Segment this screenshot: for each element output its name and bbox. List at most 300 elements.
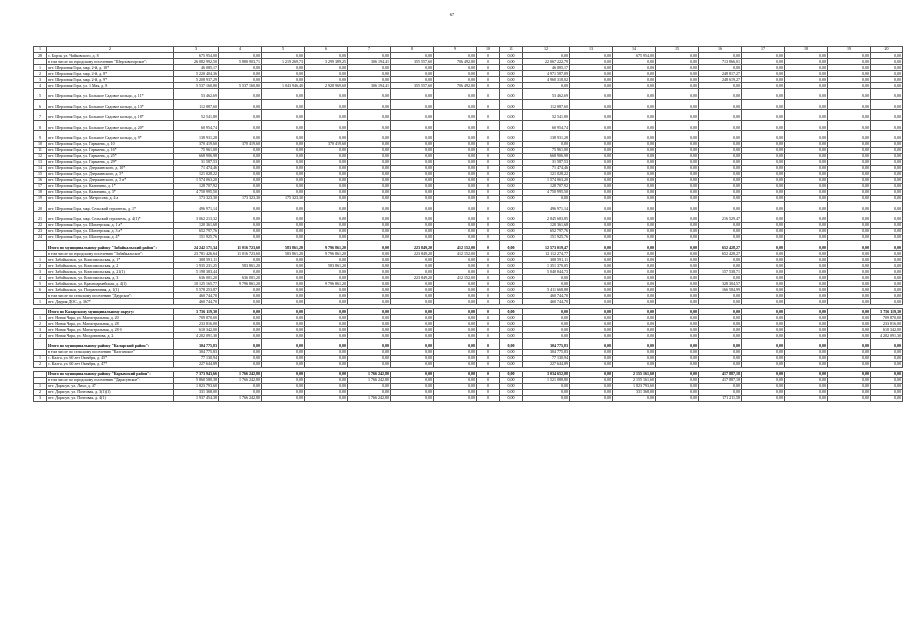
value-cell: 0,00 <box>305 65 348 71</box>
value-cell: 0,00 <box>613 287 656 293</box>
value-cell: 0,00 <box>262 77 305 83</box>
value-cell: 0,00 <box>434 53 477 59</box>
value-cell: 0,00 <box>219 299 262 305</box>
value-cell: 0,00 <box>699 153 742 159</box>
value-cell: 0,00 <box>305 110 348 121</box>
value-cell: 0,00 <box>262 110 305 121</box>
row-number-cell: 2 <box>34 263 47 269</box>
value-cell: 173 323,30 <box>219 195 262 201</box>
value-cell: 0,00 <box>570 339 613 350</box>
value-cell: 668 906,98 <box>174 153 219 159</box>
value-cell: 248 619,27 <box>699 77 742 83</box>
value-cell: 0,00 <box>391 333 434 339</box>
column-number-header: 8 <box>391 47 434 53</box>
value-cell: 0,00 <box>348 327 391 333</box>
value-cell: 0,00 <box>434 315 477 321</box>
value-cell: 0,00 <box>262 309 305 315</box>
value-cell: 9 796 861,20 <box>219 281 262 287</box>
value-cell: 0,00 <box>434 395 477 401</box>
value-cell: 0 <box>477 234 500 240</box>
address-cell: пгт. Шерловая Гора, ул. Дзержинского, д. 5 в* <box>47 177 174 183</box>
value-cell: 0,00 <box>742 355 785 361</box>
value-cell: 121 028,22 <box>523 171 570 177</box>
value-cell: 0,00 <box>871 395 903 401</box>
value-cell: 0,00 <box>434 77 477 83</box>
value-cell: 9 796 861,20 <box>305 240 348 251</box>
value-cell: 0,00 <box>570 333 613 339</box>
address-cell: пгт. Шерловая Гора, мкр. Сельский строитель, д. 1* <box>47 201 174 212</box>
value-cell: 0,00 <box>656 275 699 281</box>
value-cell: 0,00 <box>434 389 477 395</box>
value-cell: 138 931,28 <box>174 131 219 142</box>
value-cell: 0,00 <box>742 299 785 305</box>
address-cell: пгт. Забайкальск, ул. Комсомольская, д. 3 <box>47 275 174 281</box>
value-cell: 0,00 <box>828 189 871 195</box>
value-cell: 0,00 <box>219 222 262 228</box>
value-cell: 0,00 <box>828 201 871 212</box>
value-cell: 0,00 <box>348 189 391 195</box>
value-cell: 0,00 <box>570 269 613 275</box>
value-cell: 0,00 <box>434 263 477 269</box>
value-cell: 304 775,83 <box>523 339 570 350</box>
row-number-cell: 3 <box>34 395 47 401</box>
value-cell: 0,00 <box>613 131 656 142</box>
value-cell: 0,00 <box>219 269 262 275</box>
value-cell: 0,00 <box>828 361 871 367</box>
value-cell: 0,00 <box>523 141 570 147</box>
value-cell: 0,00 <box>305 234 348 240</box>
value-cell: 0,00 <box>305 159 348 165</box>
row-number-cell <box>34 240 47 251</box>
value-cell: 0,00 <box>500 251 523 257</box>
value-cell: 0,00 <box>262 275 305 281</box>
address-cell: Итого по Каларскому муниципальному округу: <box>47 309 174 315</box>
value-cell: 0,00 <box>613 269 656 275</box>
value-cell: 0,00 <box>391 389 434 395</box>
value-cell: 5 040 844,73 <box>523 269 570 275</box>
address-cell: пгт. Шерловая Гора, ул. Калинина, д. 3* <box>47 189 174 195</box>
value-cell: 0,00 <box>871 159 903 165</box>
value-cell: 0,00 <box>570 110 613 121</box>
column-number-header: 2 <box>47 47 174 53</box>
value-cell: 709 870,00 <box>174 315 219 321</box>
value-cell: 0,00 <box>828 281 871 287</box>
value-cell: 0,00 <box>523 395 570 401</box>
value-cell: 0,00 <box>742 131 785 142</box>
value-cell: 22 067 222,79 <box>523 59 570 65</box>
value-cell: 0,00 <box>219 189 262 195</box>
value-cell: 0,00 <box>699 159 742 165</box>
value-cell: 0,00 <box>785 315 828 321</box>
value-cell: 173 323,30 <box>174 195 219 201</box>
value-cell: 0,00 <box>391 120 434 131</box>
value-cell: 0,00 <box>305 257 348 263</box>
value-cell: 0 <box>477 171 500 177</box>
value-cell: 0 <box>477 53 500 59</box>
value-cell: 0,00 <box>785 333 828 339</box>
value-cell: 0,00 <box>305 321 348 327</box>
row-number-cell: 14 <box>34 165 47 171</box>
value-cell: 0,00 <box>434 71 477 77</box>
value-cell: 0,00 <box>434 189 477 195</box>
value-cell: 0,00 <box>613 147 656 153</box>
value-cell: 0,00 <box>828 293 871 299</box>
value-cell: 0,00 <box>348 159 391 165</box>
row-number-cell: 23 <box>34 228 47 234</box>
value-cell: 1 823 793,60 <box>613 383 656 389</box>
value-cell: 0,00 <box>699 275 742 281</box>
value-cell: 227 644,89 <box>174 361 219 367</box>
value-cell: 0,00 <box>699 165 742 171</box>
value-cell: 233 816,00 <box>871 321 903 327</box>
value-cell: 0,00 <box>828 377 871 383</box>
value-cell: 412 152,00 <box>434 275 477 281</box>
value-cell: 0,00 <box>391 201 434 212</box>
value-cell: 0,00 <box>391 293 434 299</box>
row-number-cell: 2 <box>34 361 47 367</box>
value-cell: 0,00 <box>871 83 903 89</box>
value-cell: 0 <box>477 361 500 367</box>
address-cell: в том числе по сельскому поселению "Даурское": <box>47 293 174 299</box>
value-cell: 0,00 <box>348 177 391 183</box>
value-cell: 355 557,60 <box>391 59 434 65</box>
value-cell: 0,00 <box>262 269 305 275</box>
value-cell: 0 <box>477 183 500 189</box>
value-cell: 306 194,41 <box>348 59 391 65</box>
value-cell: 0,00 <box>613 222 656 228</box>
value-cell: 0,00 <box>828 147 871 153</box>
value-cell: 0,00 <box>500 131 523 142</box>
total-row <box>34 240 903 251</box>
value-cell: 0,00 <box>262 321 305 327</box>
value-cell: 0,00 <box>613 110 656 121</box>
value-cell: 0,00 <box>523 327 570 333</box>
value-cell: 0,00 <box>500 275 523 281</box>
value-cell: 0,00 <box>305 333 348 339</box>
value-cell: 0,00 <box>391 299 434 305</box>
value-cell: 0,00 <box>656 389 699 395</box>
value-cell: 306 194,41 <box>348 83 391 89</box>
value-cell: 0 <box>477 159 500 165</box>
value-cell: 0,00 <box>613 171 656 177</box>
value-cell: 0,00 <box>828 83 871 89</box>
value-cell: 0,00 <box>262 53 305 59</box>
value-cell: 0,00 <box>828 212 871 223</box>
value-cell: 0,00 <box>656 361 699 367</box>
value-cell: 0,00 <box>348 361 391 367</box>
value-cell: 227 644,89 <box>523 361 570 367</box>
value-cell: 0,00 <box>348 321 391 327</box>
value-cell: 0 <box>477 189 500 195</box>
value-cell: 0,00 <box>523 315 570 321</box>
value-cell: 5 208 937,29 <box>174 77 219 83</box>
value-cell: 0,00 <box>871 110 903 121</box>
value-cell: 0,00 <box>785 234 828 240</box>
value-cell: 0,00 <box>391 234 434 240</box>
value-cell: 0,00 <box>262 99 305 110</box>
value-cell: 0,00 <box>500 141 523 147</box>
value-cell: 0,00 <box>742 83 785 89</box>
value-cell: 0,00 <box>699 234 742 240</box>
value-cell: 0,00 <box>570 240 613 251</box>
value-cell: 0,00 <box>828 339 871 350</box>
value-cell: 0,00 <box>742 389 785 395</box>
value-cell: 0,00 <box>219 333 262 339</box>
value-cell: 0 <box>477 269 500 275</box>
address-cell: в том числе по городскому поселению "Шерловогорское": <box>47 59 174 65</box>
value-cell: 0,00 <box>656 153 699 159</box>
value-cell: 328 304,57 <box>699 281 742 287</box>
value-cell: 0,00 <box>613 293 656 299</box>
value-cell: 0,00 <box>500 189 523 195</box>
value-cell: 0,00 <box>434 99 477 110</box>
value-cell: 0,00 <box>348 287 391 293</box>
value-cell: 0 <box>477 349 500 355</box>
value-cell: 0,00 <box>871 361 903 367</box>
value-cell: 151 925,76 <box>174 234 219 240</box>
row-number-cell: 2 <box>34 389 47 395</box>
column-number-header: 18 <box>785 47 828 53</box>
value-cell: 0,00 <box>785 212 828 223</box>
value-cell: 0,00 <box>570 171 613 177</box>
row-number-cell: 12 <box>34 153 47 159</box>
value-cell: 0,00 <box>391 189 434 195</box>
value-cell: 24 242 171,34 <box>174 240 219 251</box>
row-number-cell: 5 <box>34 89 47 100</box>
value-cell: 0,00 <box>434 293 477 299</box>
value-cell: 0,00 <box>828 195 871 201</box>
value-cell: 0,00 <box>500 333 523 339</box>
value-cell: 0,00 <box>656 293 699 299</box>
value-cell: 0,00 <box>262 71 305 77</box>
address-cell: с. Калга, ул. 60 лет Октября, д. 47* <box>47 361 174 367</box>
row-number-cell: 11 <box>34 147 47 153</box>
value-cell: 0,00 <box>613 141 656 147</box>
value-cell: 0,00 <box>305 177 348 183</box>
value-cell: 0,00 <box>434 177 477 183</box>
value-cell: 0,00 <box>262 131 305 142</box>
value-cell: 0,00 <box>348 228 391 234</box>
row-number-cell: 4 <box>34 275 47 281</box>
value-cell: 0,00 <box>262 361 305 367</box>
value-cell: 0 <box>477 83 500 89</box>
value-cell: 0,00 <box>828 234 871 240</box>
row-number-cell <box>34 339 47 350</box>
value-cell: 0,00 <box>871 53 903 59</box>
value-cell: 0,00 <box>871 371 903 377</box>
value-cell: 120 361,68 <box>174 222 219 228</box>
value-cell: 0,00 <box>656 120 699 131</box>
value-cell: 0,00 <box>391 195 434 201</box>
value-cell: 0,00 <box>699 177 742 183</box>
value-cell: 0,00 <box>262 212 305 223</box>
address-cell: пгт. Шерловая Гора, ул. 1 Мая, д. 8 <box>47 83 174 89</box>
value-cell: 0,00 <box>219 355 262 361</box>
value-cell: 0,00 <box>785 177 828 183</box>
value-cell: 0,00 <box>656 71 699 77</box>
value-cell: 128 707,92 <box>523 183 570 189</box>
value-cell: 0,00 <box>613 89 656 100</box>
value-cell: 0,00 <box>219 234 262 240</box>
value-cell: 412 152,00 <box>434 240 477 251</box>
value-cell: 0 <box>477 377 500 383</box>
value-cell: 0,00 <box>742 383 785 389</box>
value-cell: 0,00 <box>219 321 262 327</box>
value-cell: 0,00 <box>434 309 477 315</box>
value-cell: 0,00 <box>348 275 391 281</box>
value-cell: 0,00 <box>785 383 828 389</box>
value-cell: 0,00 <box>219 293 262 299</box>
value-cell: 0 <box>477 293 500 299</box>
value-cell: 0,00 <box>613 120 656 131</box>
value-cell: 0,00 <box>742 349 785 355</box>
value-cell: 0,00 <box>871 71 903 77</box>
value-cell: 0 <box>477 77 500 83</box>
value-cell: 0,00 <box>262 228 305 234</box>
value-cell: 0,00 <box>500 77 523 83</box>
value-cell: 0,00 <box>785 309 828 315</box>
value-cell: 0,00 <box>742 234 785 240</box>
value-cell: 0,00 <box>613 201 656 212</box>
value-cell: 0,00 <box>219 383 262 389</box>
value-cell: 0,00 <box>871 349 903 355</box>
value-cell: 0,00 <box>523 275 570 281</box>
value-cell: 0,00 <box>570 275 613 281</box>
value-cell: 0,00 <box>742 321 785 327</box>
table-row <box>34 89 903 100</box>
value-cell: 0,00 <box>785 59 828 65</box>
value-cell: 1 935 231,25 <box>174 263 219 269</box>
value-cell: 0,00 <box>348 147 391 153</box>
value-cell: 0,00 <box>699 293 742 299</box>
address-cell: пгт. Шерловая Гора, мкр. 2-й, д. 10* <box>47 65 174 71</box>
value-cell: 0,00 <box>391 141 434 147</box>
value-cell: 0,00 <box>785 293 828 299</box>
value-cell: 0,00 <box>391 65 434 71</box>
value-cell: 0 <box>477 371 500 377</box>
value-cell: 0,00 <box>391 171 434 177</box>
value-cell: 0,00 <box>500 321 523 327</box>
address-cell: в том числе по сельскому поселению "Калганское" <box>47 349 174 355</box>
value-cell: 0,00 <box>742 59 785 65</box>
value-cell: 0,00 <box>500 83 523 89</box>
value-cell: 0,00 <box>785 371 828 377</box>
value-cell: 0,00 <box>262 177 305 183</box>
value-cell: 0,00 <box>391 327 434 333</box>
value-cell: 0,00 <box>570 99 613 110</box>
value-cell: 0 <box>477 131 500 142</box>
value-cell: 46 085,17 <box>174 65 219 71</box>
value-cell: 0,00 <box>305 275 348 281</box>
value-cell: 0,00 <box>391 321 434 327</box>
value-cell: 0,00 <box>219 147 262 153</box>
value-cell: 2 155 161,60 <box>613 371 656 377</box>
value-cell: 31 587,53 <box>523 159 570 165</box>
value-cell: 0,00 <box>262 120 305 131</box>
value-cell: 1 351 370,05 <box>523 263 570 269</box>
value-cell: 0,00 <box>434 131 477 142</box>
value-cell: 0,00 <box>656 269 699 275</box>
value-cell: 0,00 <box>828 275 871 281</box>
value-cell: 0,00 <box>500 177 523 183</box>
value-cell: 0,00 <box>656 212 699 223</box>
column-number-header: 16 <box>699 47 742 53</box>
value-cell: 0,00 <box>219 65 262 71</box>
value-cell: 0,00 <box>742 212 785 223</box>
value-cell: 0,00 <box>434 212 477 223</box>
value-cell: 0,00 <box>391 371 434 377</box>
value-cell: 223 849,20 <box>391 240 434 251</box>
value-cell: 0,00 <box>656 77 699 83</box>
value-cell: 0,00 <box>699 131 742 142</box>
value-cell: 0,00 <box>828 171 871 177</box>
value-cell: 0,00 <box>785 183 828 189</box>
value-cell: 0,00 <box>219 89 262 100</box>
value-cell: 610 342,00 <box>871 327 903 333</box>
table-row <box>34 110 903 121</box>
value-cell: 0,00 <box>871 120 903 131</box>
value-cell: 0,00 <box>785 257 828 263</box>
address-cell: пгт. Шерловая Гора, мкр. 2-й, д. 9* <box>47 77 174 83</box>
column-number-header: 19 <box>828 47 871 53</box>
value-cell: 0,00 <box>305 269 348 275</box>
value-cell: 0,00 <box>699 333 742 339</box>
value-cell: 0,00 <box>219 171 262 177</box>
address-cell: пгт. Шерловая Гора, ул. Большое Садовое кольцо, д. 9* <box>47 131 174 142</box>
value-cell: 0,00 <box>742 275 785 281</box>
value-cell: 304 775,83 <box>523 349 570 355</box>
value-cell: 0,00 <box>305 309 348 315</box>
value-cell: 0 <box>477 299 500 305</box>
value-cell: 0,00 <box>871 89 903 100</box>
value-cell: 0,00 <box>219 389 262 395</box>
value-cell: 0,00 <box>613 240 656 251</box>
value-cell: 583 861,20 <box>262 251 305 257</box>
address-cell: пгт. Шерловая Гора, ул. Гармаева, д. 29* <box>47 159 174 165</box>
value-cell: 7 373 943,66 <box>174 371 219 377</box>
value-cell: 0,00 <box>570 77 613 83</box>
value-cell: 0 <box>477 99 500 110</box>
value-cell: 0,00 <box>305 77 348 83</box>
value-cell: 0,00 <box>613 321 656 327</box>
value-cell: 0,00 <box>871 183 903 189</box>
value-cell: 0,00 <box>785 99 828 110</box>
address-cell: пгт. Новая Чара, ул. Молдованова, д. 2 <box>47 333 174 339</box>
value-cell: 0,00 <box>391 349 434 355</box>
value-cell: 0,00 <box>828 349 871 355</box>
value-cell: 0,00 <box>305 327 348 333</box>
value-cell: 0,00 <box>391 110 434 121</box>
value-cell: 0,00 <box>656 195 699 201</box>
column-number-header: 15 <box>656 47 699 53</box>
value-cell: 0,00 <box>434 287 477 293</box>
value-cell: 0,00 <box>262 281 305 287</box>
value-cell: 0,00 <box>871 153 903 159</box>
value-cell: 0,00 <box>570 315 613 321</box>
value-cell: 0,00 <box>742 165 785 171</box>
value-cell: 0,00 <box>219 77 262 83</box>
value-cell: 0,00 <box>391 89 434 100</box>
value-cell: 0,00 <box>785 269 828 275</box>
value-cell: 0,00 <box>613 361 656 367</box>
value-cell: 709 870,00 <box>871 315 903 321</box>
value-cell: 0,00 <box>785 321 828 327</box>
value-cell: 0,00 <box>570 153 613 159</box>
value-cell: 0,00 <box>699 355 742 361</box>
value-cell: 0 <box>477 153 500 159</box>
value-cell: 0,00 <box>570 257 613 263</box>
value-cell: 1 521 088,80 <box>523 377 570 383</box>
